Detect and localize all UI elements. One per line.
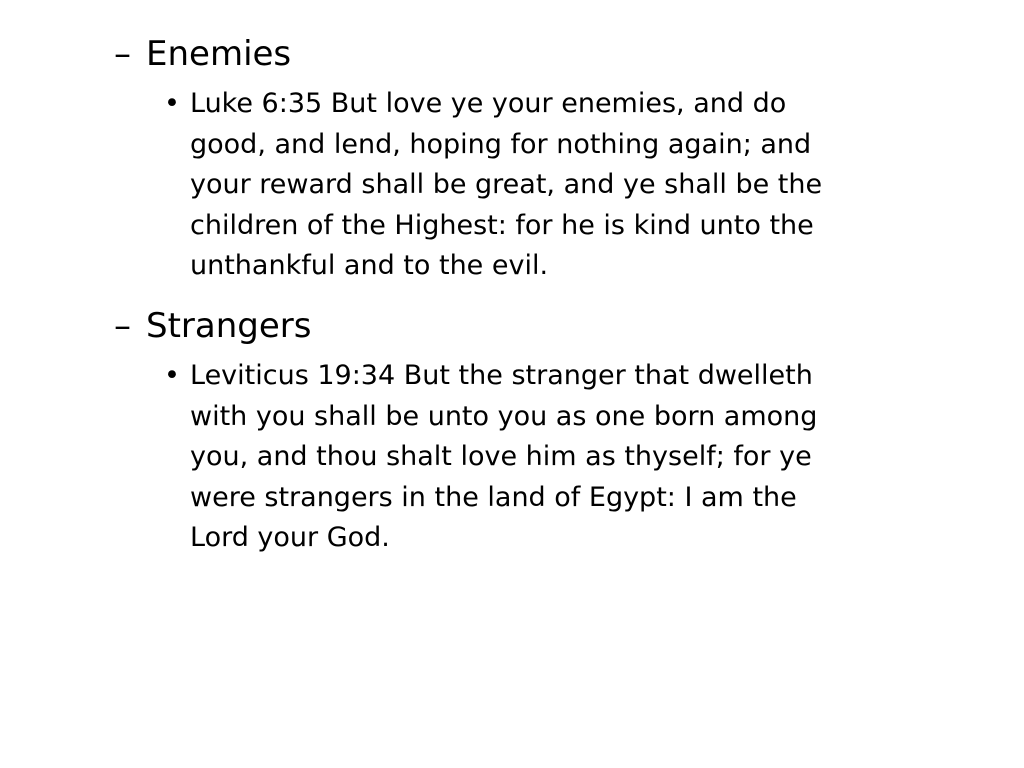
verse-line: were strangers in the land of Egypt: I am the (190, 481, 797, 513)
bullet-marker: • (164, 360, 180, 391)
verse-line: you, and thou shalt love him as thyself; for ye (190, 441, 812, 472)
verse-bullet-luke (0, 84, 950, 287)
section-heading-enemies (0, 30, 1024, 78)
verse-line: good, and lend, hoping for nothing again; and (190, 128, 812, 160)
heading-text: Enemies (146, 34, 292, 74)
section-strangers (0, 302, 1024, 559)
verse-line: with you shall be unto you as one born among (190, 400, 818, 432)
bullet-marker: • (164, 88, 180, 119)
verse-line: Lord your God. (190, 522, 390, 553)
dash-marker: – (114, 306, 131, 346)
section-enemies (0, 30, 1024, 287)
dash-marker: – (114, 34, 131, 74)
verse-line: your reward shall be great, and ye shall be the (190, 169, 823, 200)
verse-bullet-leviticus (0, 356, 950, 559)
verse-line: unthankful and to the evil. (190, 250, 549, 281)
verse-line: children of the Highest: for he is kind unto the (190, 209, 814, 241)
section-heading-strangers (0, 302, 1024, 350)
verse-line: Leviticus 19:34 But the stranger that dwelleth (190, 360, 813, 391)
verse-line: Luke 6:35 But love ye your enemies, and do (190, 88, 787, 119)
heading-text: Strangers (146, 306, 312, 346)
